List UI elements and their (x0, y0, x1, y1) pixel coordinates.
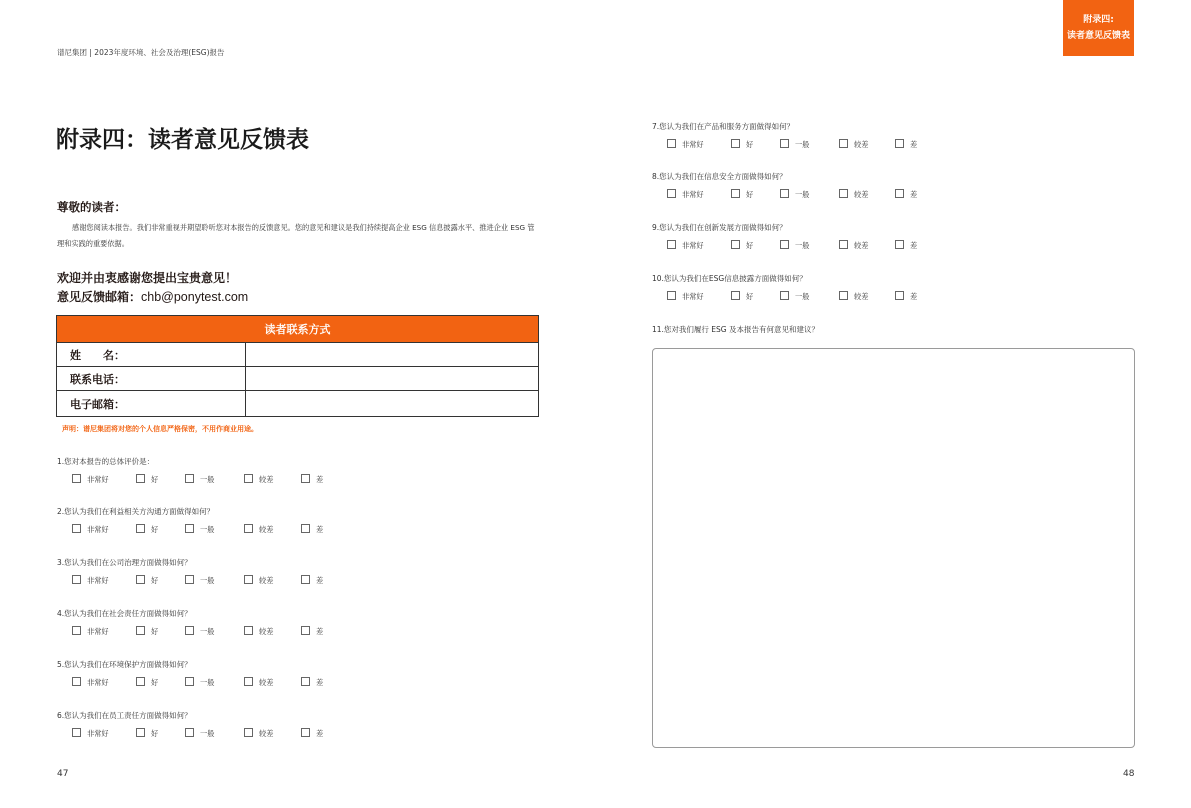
option-good[interactable]: 好 (731, 189, 753, 200)
option-average[interactable]: 一般 (780, 240, 809, 251)
checkbox-icon[interactable] (301, 728, 310, 737)
option-good[interactable]: 好 (136, 677, 158, 688)
option-very-good[interactable]: 非常好 (72, 677, 109, 688)
checkbox-icon[interactable] (731, 189, 740, 198)
checkbox-icon[interactable] (244, 474, 253, 483)
question-text: 9.您认为我们在创新发展方面做得如何？ (652, 223, 787, 232)
option-very-poor[interactable]: 差 (301, 677, 323, 688)
question-text: 3.您认为我们在公司治理方面做得如何？ (57, 558, 192, 567)
checkbox-icon[interactable] (301, 524, 310, 533)
option-good[interactable]: 好 (731, 291, 753, 302)
checkbox-icon[interactable] (244, 524, 253, 533)
checkbox-icon[interactable] (895, 189, 904, 198)
checkbox-icon[interactable] (136, 474, 145, 483)
question-text: 1.您对本报告的总体评价是： (57, 457, 155, 466)
option-average[interactable]: 一般 (185, 474, 214, 485)
phone-label: 联系电话： (57, 367, 246, 391)
checkbox-icon[interactable] (731, 139, 740, 148)
section-tab (1063, 0, 1134, 56)
checkbox-icon[interactable] (136, 524, 145, 533)
checkbox-icon[interactable] (185, 575, 194, 584)
checkbox-icon[interactable] (780, 240, 789, 249)
email-label: 意见反馈邮箱： (57, 290, 142, 304)
option-good[interactable]: 好 (136, 524, 158, 535)
option-poor[interactable]: 较差 (244, 677, 273, 688)
phone-field[interactable] (246, 367, 539, 391)
option-poor[interactable]: 较差 (839, 291, 868, 302)
open-question-text: 11.您对我们履行 ESG 及本报告有何意见和建议？ (652, 325, 820, 334)
page-title: 附录四：读者意见反馈表 (56, 127, 309, 153)
checkbox-icon[interactable] (895, 291, 904, 300)
checkbox-icon[interactable] (780, 139, 789, 148)
checkbox-icon[interactable] (839, 139, 848, 148)
page-number-left: 47 (57, 769, 69, 779)
checkbox-icon[interactable] (301, 474, 310, 483)
checkbox-icon[interactable] (244, 728, 253, 737)
checkbox-icon[interactable] (136, 575, 145, 584)
checkbox-icon[interactable] (731, 291, 740, 300)
option-poor[interactable]: 较差 (839, 189, 868, 200)
option-average[interactable]: 一般 (780, 189, 809, 200)
checkbox-icon[interactable] (185, 626, 194, 635)
contact-table-header: 读者联系方式 (57, 316, 539, 343)
welcome-block (57, 269, 248, 307)
checkbox-icon[interactable] (185, 728, 194, 737)
checkbox-icon[interactable] (72, 728, 81, 737)
option-very-good[interactable]: 非常好 (667, 139, 704, 150)
email-field[interactable] (246, 391, 539, 417)
checkbox-icon[interactable] (72, 474, 81, 483)
checkbox-icon[interactable] (136, 626, 145, 635)
checkbox-icon[interactable] (301, 575, 310, 584)
checkbox-icon[interactable] (839, 291, 848, 300)
question-text: 7.您认为我们在产品和服务方面做得如何？ (652, 122, 795, 131)
option-very-poor[interactable]: 差 (895, 291, 917, 302)
checkbox-icon[interactable] (301, 677, 310, 686)
option-very-poor[interactable]: 差 (301, 626, 323, 637)
page-number-right: 48 (1123, 769, 1135, 779)
checkbox-icon[interactable] (136, 677, 145, 686)
option-average[interactable]: 一般 (185, 677, 214, 688)
option-poor[interactable]: 较差 (244, 524, 273, 535)
option-very-good[interactable]: 非常好 (667, 189, 704, 200)
checkbox-icon[interactable] (839, 240, 848, 249)
option-very-good[interactable]: 非常好 (667, 240, 704, 251)
option-poor[interactable]: 较差 (839, 139, 868, 150)
checkbox-icon[interactable] (667, 291, 676, 300)
greeting: 尊敬的读者： (57, 200, 126, 214)
option-poor[interactable]: 较差 (244, 474, 273, 485)
option-very-good[interactable]: 非常好 (72, 524, 109, 535)
checkbox-icon[interactable] (185, 524, 194, 533)
option-good[interactable]: 好 (136, 474, 158, 485)
feedback-email-line (57, 288, 248, 307)
contact-table (56, 315, 539, 417)
checkbox-icon[interactable] (301, 626, 310, 635)
checkbox-icon[interactable] (667, 139, 676, 148)
option-good[interactable]: 好 (136, 728, 158, 739)
option-average[interactable]: 一般 (780, 139, 809, 150)
option-poor[interactable]: 较差 (244, 728, 273, 739)
option-very-poor[interactable]: 差 (895, 139, 917, 150)
checkbox-icon[interactable] (72, 524, 81, 533)
checkbox-icon[interactable] (731, 240, 740, 249)
checkbox-icon[interactable] (780, 291, 789, 300)
checkbox-icon[interactable] (72, 575, 81, 584)
checkbox-icon[interactable] (185, 474, 194, 483)
welcome-line: 欢迎并由衷感谢您提出宝贵意见！ (57, 271, 238, 285)
option-very-poor[interactable]: 差 (301, 524, 323, 535)
option-very-poor[interactable]: 差 (301, 474, 323, 485)
question-text: 2.您认为我们在利益相关方沟通方面做得如何？ (57, 507, 215, 516)
option-very-good[interactable]: 非常好 (72, 728, 109, 739)
option-average[interactable]: 一般 (185, 728, 214, 739)
question-text: 10.您认为我们在ESG信息披露方面做得如何？ (652, 274, 807, 283)
checkbox-icon[interactable] (895, 240, 904, 249)
option-very-poor[interactable]: 差 (895, 189, 917, 200)
option-average[interactable]: 一般 (185, 524, 214, 535)
option-very-poor[interactable]: 差 (301, 728, 323, 739)
open-answer-box[interactable] (652, 348, 1135, 748)
option-good[interactable]: 好 (136, 575, 158, 586)
name-field[interactable] (246, 343, 539, 367)
checkbox-icon[interactable] (839, 189, 848, 198)
option-average[interactable]: 一般 (185, 575, 214, 586)
option-very-good[interactable]: 非常好 (667, 291, 704, 302)
checkbox-icon[interactable] (244, 626, 253, 635)
checkbox-icon[interactable] (185, 677, 194, 686)
option-poor[interactable]: 较差 (839, 240, 868, 251)
option-good[interactable]: 好 (731, 240, 753, 251)
checkbox-icon[interactable] (136, 728, 145, 737)
option-very-poor[interactable]: 差 (895, 240, 917, 251)
option-poor[interactable]: 较差 (244, 575, 273, 586)
privacy-note: 声明：谱尼集团将对您的个人信息严格保密，不用作商业用途。 (62, 425, 258, 433)
feedback-email[interactable]: chb@ponytest.com (141, 290, 249, 304)
option-average[interactable]: 一般 (185, 626, 214, 637)
option-very-poor[interactable]: 差 (301, 575, 323, 586)
checkbox-icon[interactable] (72, 677, 81, 686)
question-text: 4.您认为我们在社会责任方面做得如何？ (57, 609, 192, 618)
option-good[interactable]: 好 (731, 139, 753, 150)
option-very-good[interactable]: 非常好 (72, 575, 109, 586)
option-poor[interactable]: 较差 (244, 626, 273, 637)
checkbox-icon[interactable] (895, 139, 904, 148)
section-tab-line2: 读者意见反馈表 (1066, 31, 1130, 41)
question-text: 5.您认为我们在环境保护方面做得如何？ (57, 660, 192, 669)
checkbox-icon[interactable] (72, 626, 81, 635)
email-label-cell: 电子邮箱： (57, 391, 246, 417)
checkbox-icon[interactable] (780, 189, 789, 198)
intro-paragraph: 感谢您阅读本报告。我们非常重视并期望聆听您对本报告的反馈意见。您的意见和建议是我们持续提高企业 ESG 信息披露水平、推进企业 ESG 管理和实践的重要依据。 (57, 223, 535, 248)
option-very-good[interactable]: 非常好 (72, 474, 109, 485)
option-good[interactable]: 好 (136, 626, 158, 637)
section-tab-line1: 附录四: (1083, 15, 1114, 25)
checkbox-icon[interactable] (244, 575, 253, 584)
option-average[interactable]: 一般 (780, 291, 809, 302)
name-label: 姓 名： (57, 343, 246, 367)
option-very-good[interactable]: 非常好 (72, 626, 109, 637)
question-text: 6.您认为我们在员工责任方面做得如何？ (57, 711, 192, 720)
running-header: 谱尼集团 | 2023年度环境、社会及治理(ESG)报告 (57, 48, 225, 57)
question-text: 8.您认为我们在信息安全方面做得如何？ (652, 172, 787, 181)
checkbox-icon[interactable] (667, 189, 676, 198)
checkbox-icon[interactable] (667, 240, 676, 249)
checkbox-icon[interactable] (244, 677, 253, 686)
